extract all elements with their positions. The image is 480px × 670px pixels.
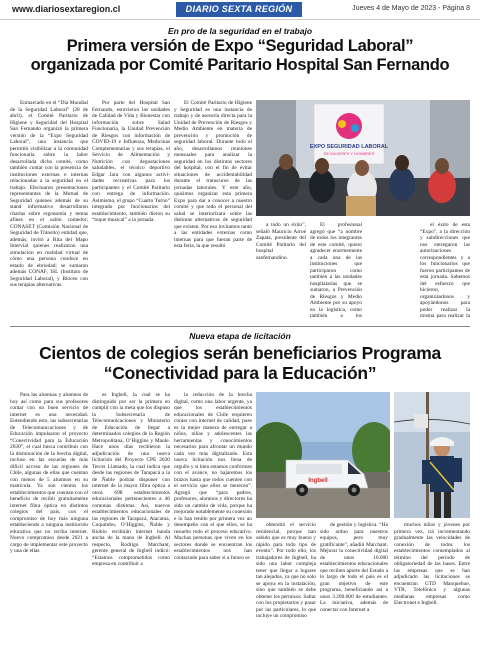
article-divider	[10, 326, 470, 327]
article2-column-6	[394, 522, 470, 664]
article1-title-line1: Primera versión de Expo “Seguridad Laboral”	[66, 37, 414, 55]
expo-event-photo	[256, 100, 470, 216]
article2-col5-text: de gestión y logística. “Ha sido arduo para nuestros equipos, pero muy gratificante”, añadió Marchant. Mejorar la conectividad digital de unos 10.000 establecimientos educacionales que reciben aporte del Estado a lo largo de todo el país es el gran objetivo de este programa, beneficiando así a unos 3.200.000 de estudiantes. La iniciativa, además de conectar con Internet a	[320, 522, 388, 613]
article1-col2-text: Por parte del Hospital San Fernando, estuvieron las unidades de Calidad de Vida y Bienestar con información sobre Salud Funcionaria, la Unidad Prevención de Riesgos con información de COVID-19 e Influenza, Medicinas Complementarias y sus terapias, el Servicio de Alimentación y Nutrición con degustaciones saludables, el técnico deportivo Edgar Jara con algunos activi- dades recreativas para los participantes y el Comité Paritario con entrega de información. Asimismo, el grupo “Cuarto Turno” integrado por funcionarios del establecimiento, también dieron su “toque musical” a la jornada.	[92, 100, 170, 223]
expo-banner-text: EXPO SEGURIDAD LABORAL	[309, 144, 389, 150]
technician-photo	[394, 392, 470, 518]
expo-banner-subtext: DE MUJERES Y HOMBRES	[323, 151, 375, 156]
article2-column-2	[92, 392, 170, 664]
article1-column-5	[310, 222, 362, 320]
site-url[interactable]: www.diariosextaregion.cl	[12, 4, 121, 14]
article2-title-line2: “Conectividad para la Educación”	[103, 363, 377, 383]
page-date: Jueves 4 de Mayo de 2023 - Página 8	[352, 5, 470, 12]
article2-kicker: Nueva etapa de licitación	[189, 331, 291, 341]
article1-column-4	[256, 222, 306, 320]
article2-column-3	[174, 392, 252, 664]
article1-title-line2: organizada por Comité Paritario Hospital San Fernando	[30, 56, 450, 74]
article1-col4-text: a todo un éxito”, señaló Mauricio Arroé Zapata, presidente del Comité Paritario del hospital sanfernandino.	[256, 222, 306, 261]
article2-column-5	[320, 522, 388, 664]
article1-col5-text: El profesional agregó que “a nombre de todos los integrantes de este comité, quiero agradecer enormemente a cada una de las instituciones que participaron como también a las unidades hospitalarias que se sumaron, a Prevención de Riesgos y Medio Ambiente por su apoyo en la logística, como también a los	[310, 222, 362, 319]
article2-col1-text: Para las alumnas y alumnos de hoy así como para sus profesores contar con un buen servicio de internet es una necesidad. Entendiendo esto, las subsecretarías de Telecomunicaciones y de Educación impulsaron el proyecto “Conectividad para la Educación 2030”, el cual busca contribuir con la disminución de la brecha digital, incluso en las escuelas de más difícil acceso de las regiones de Chile, algunas de ellas que cuentan con menos de 5 alumnos en su matrícula. Ya son cientos los establecimientos que cuentan con el beneficio de recibir gratuitamente internet fibra óptica en distintos colegios del país, con el compromiso de hoy más ninguna estableciendo a ninguna institución educativa que no reciba internet. Nuevo compromiso desde 2021 a cargo de implementar este proyecto y una de ellas	[10, 392, 88, 554]
article1-column-3	[174, 100, 252, 320]
article1-column-6	[366, 222, 418, 320]
section-banner: DIARIO SEXTA REGIÓN	[176, 2, 302, 17]
article2-col3-text: la reducción de la brecha digital, como una labor urgente, ya que los establecimientos educacionales de Chile requieren contar con internet de calidad, pues es la mejor manera de entregar a niños, niñas y adolescentes las herramientas y conocimientos necesarios para afrontar un mundo cada vez más digitalizado. Esta nueva licitación nos llena de orgullo y si bien estamos conformes con el avance, no bajaremos los brazos hasta que todos cuenten con el servicio que ellos se merecen”. Agregó que “para padres, profesores, alumnos y directores ha sido un cambio de vida, porque ha mejorado notablemente su conexión e lo han tenido por primera vez un desempeño con el que ellos, se ha resuelto todo el proceso educativo. Muchas personas que viven en los sectores donde se encuentran los establecimientos nos han contactado para saber si a futuro se	[174, 392, 252, 561]
ingbell-van-photo	[256, 392, 390, 518]
article1-column-7	[420, 222, 470, 320]
article1-col1-text: Enmarcado en el “Día Mundial de la Seguridad Laboral” (28 de abril), el Comité Paritario de Higiene y Seguridad del Hospital San Fernando organizó la primera versión de la “Expo Seguridad Laboral”, una instancia que permitió visibilizar a la comunidad funcionaria sobre la labor desarrollada dicho comité, como también contar con la presencia de instituciones externas e internas relacionadas a la seguridad en el trabajo. Efectuaron presentaciones representantes de la Mutual de Seguridad quienes además de su stand informativo desarrollaron charlas sobre ergonomía y temas afines en el salón comedor; CONASET (Comisión Nacional de Seguridad de Tránsito) entidad que, además, invitó a Rita del Mapo Intervial quienes realizaron una simulación en realidad virtual de cómo una persona conduce en estado de ebriedad; se sumaron además CONAF, ISL (Instituto de Seguridad Laboral), y Biocen con sus terapias alternativas.	[10, 100, 88, 288]
article1-kicker: En pro de la seguridad en el trabajo	[167, 26, 313, 36]
van-photo-illustration	[256, 392, 390, 518]
article1-col6-text: el éxito de esta “Expo”, a la dirección y subdirecciones que nos entregaron las autorizaciones correspondientes y a los funcionarios que fueron participantes de esta jornada. Sabemos del esfuerzo que hicieron, organizándonos y apoyándonos para poder realizar la misma para realizar la	[420, 222, 470, 319]
page-header	[0, 0, 480, 20]
article1-column-2	[92, 100, 170, 320]
article2-col2-text: es Ingbell, la cual se ha distinguido por ser la primera en cumplir con la meta que los dispuso la Subsecretaría de Telecomunicaciones y Ministerio de Educación de llegar a determinados colegios de la Región Metropolitana, O’Higgins y Maule. Hace unos días recibieron la adjudicación de una nueva licitación del Proyecto CPE 2030 Tercer Llamado, la cual indica que desde las regiones de Tarapacá a la de Ñuble podrán disponer con internet de la mayor fibra óptica a otros 698 establecimientos educacionales pertenecientes a 46 comunas distintas. Así, nuevos establecimientos educacionales de las regiones de Tarapacá, Atacama, Coquimbo, O’Higgins, Ñuble y Biobío recibirán internet banda ancha de la mano de Ingbell. Al respecto, Rodrigo Marchant, gerente general de Ingbell indicó: “Estamos comprometidos como empresa en contribuir a	[92, 392, 170, 567]
article1-column-1	[10, 100, 88, 320]
technician-photo-illustration	[394, 392, 470, 518]
expo-photo-illustration	[256, 100, 470, 216]
article2-column-4	[256, 522, 316, 664]
article2-col4-text: obtendrá el servicio residencial, porque han sabido que es muy bueno y rápido para todo tipo de evento”. Por todo ello, los trabajadores de Ingbell, ha sido una labor compleja tener que llegar a lugares tan alejados, ya que no solo se apoya en la instalación, sino que también se debe obtener los permisos. Saltar con los propietarios y pasar por las particulares, lo que incluye un compromiso	[256, 522, 316, 619]
van-logo-text: Ingbell	[308, 478, 328, 484]
article2-col6-text: muchos niños y jóvenes por primera vez, irá incrementando gradualmente las velocidades de conexión de todos los establecimientos contemplados al término del periodo de obligatoriedad de las bases. Entre las empresas que se han adjudicado las licitaciones se encuentran GTD Manquehue, VTR, Telefónica y algunas medianas empresas como Electronet e Ingbell.	[394, 522, 470, 606]
article2-title-line1: Cientos de colegios serán beneficiarios Programa	[39, 343, 441, 363]
article1-col3-text: El Comité Paritario de Higiene y Seguridad es una instancia de trabajo y de asesoría directa para la Unidad de Prevención de Riesgos y Medio Ambiente en materia de prevención y promoción de seguridad laboral. Durante todo el año, desarrollamos reuniones mensuales para analizar la seguridad en los distintos sectores del hospital, con el fin de evitar situaciones de accidentabilidad durante el transcurso de las jornadas laborales. Y este año, quisimos organizar esta primera Expo para dar a conocer a nuestro comité y que todo el personal del salud se interiorizara sobre las distintas alternativas de seguridad que existen. Por eso invitamos tanto a las entidades externas como internas para que fueran parte de esta feria, la que resultó	[174, 100, 252, 249]
article2-column-1	[10, 392, 88, 664]
